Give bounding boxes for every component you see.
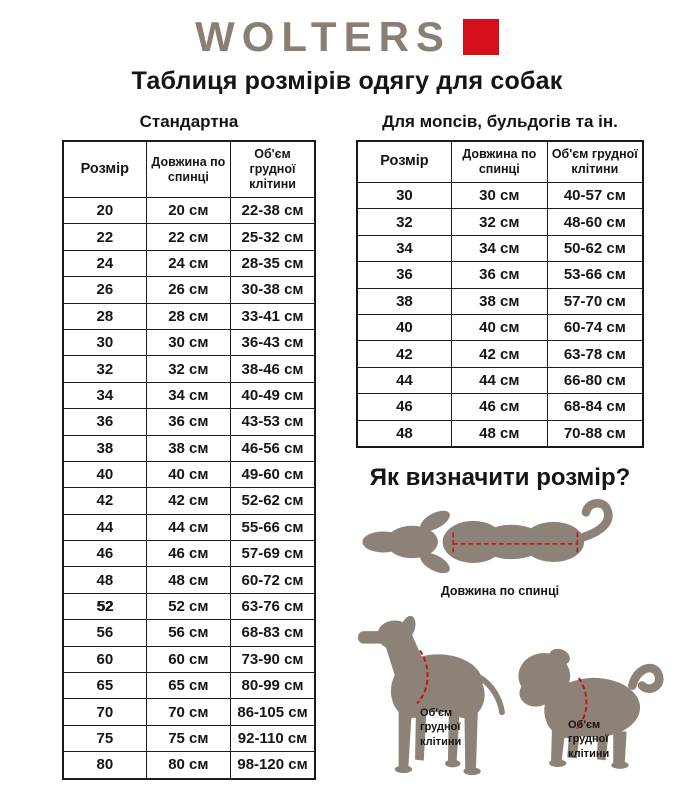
table-cell: 52-62 см <box>231 488 315 514</box>
header-size: Розмір <box>63 141 146 198</box>
table-row <box>357 288 643 314</box>
table-cell: 52 <box>63 593 146 619</box>
table-cell: 65 <box>63 673 146 699</box>
table-cell: 48 см <box>451 420 547 447</box>
table-cell: 68-84 см <box>547 394 643 420</box>
table-cell: 22-38 см <box>231 198 315 224</box>
table-cell: 22 <box>63 224 146 250</box>
table-row <box>357 183 643 209</box>
table-cell: 44 см <box>451 367 547 393</box>
table-cell: 46 <box>63 541 146 567</box>
table-cell: 46-56 см <box>231 435 315 461</box>
table-row <box>63 224 315 250</box>
header-chest: Об'єм грудної клітини <box>231 141 315 198</box>
table-cell: 34 см <box>146 382 230 408</box>
table-row <box>357 367 643 393</box>
table-cell: 70-88 см <box>547 420 643 447</box>
table-cell: 48 <box>63 567 146 593</box>
table-row <box>357 262 643 288</box>
table-cell: 42 см <box>451 341 547 367</box>
table-cell: 56 <box>63 620 146 646</box>
table-row <box>357 420 643 447</box>
table-row <box>63 752 315 779</box>
table-cell: 42 <box>357 341 451 367</box>
table-cell: 63-76 см <box>231 593 315 619</box>
table-cell: 30 <box>63 329 146 355</box>
table-row <box>63 250 315 276</box>
table-cell: 24 <box>63 250 146 276</box>
bulldog-side-view-illustration <box>506 626 664 777</box>
table-cell: 32 см <box>451 209 547 235</box>
pugs-table-title: Для мопсів, бульдогів та ін. <box>382 112 618 131</box>
table-cell: 28-35 см <box>231 250 315 276</box>
table-cell: 36 <box>63 409 146 435</box>
dog-top-view-drawing <box>356 498 644 584</box>
table-cell: 20 см <box>146 198 230 224</box>
table-cell: 43-53 см <box>231 409 315 435</box>
table-cell: 57-69 см <box>231 541 315 567</box>
table-cell: 38 <box>357 288 451 314</box>
table-row <box>63 488 315 514</box>
table-cell: 26 <box>63 277 146 303</box>
table-row <box>357 209 643 235</box>
table-cell: 40-49 см <box>231 382 315 408</box>
dog-side-view-drawing <box>356 606 506 778</box>
table-cell: 36-43 см <box>231 329 315 355</box>
brand-logo-text: WOLTERS <box>195 13 451 60</box>
table-cell: 60-72 см <box>231 567 315 593</box>
table-cell: 44 см <box>146 514 230 540</box>
table-cell: 44 <box>357 367 451 393</box>
table-cell: 50-62 см <box>547 235 643 261</box>
table-cell: 33-41 см <box>231 303 315 329</box>
table-cell: 42 <box>63 488 146 514</box>
table-cell: 75 <box>63 725 146 751</box>
table-cell: 98-120 см <box>231 752 315 779</box>
table-cell: 60 <box>63 646 146 672</box>
table-row <box>63 435 315 461</box>
table-row <box>63 620 315 646</box>
table-cell: 22 см <box>146 224 230 250</box>
table-cell: 55-66 см <box>231 514 315 540</box>
table-cell: 70 см <box>146 699 230 725</box>
table-cell: 80-99 см <box>231 673 315 699</box>
brand-logo <box>0 13 694 60</box>
table-cell: 30 см <box>451 183 547 209</box>
table-cell: 66-80 см <box>547 367 643 393</box>
table-cell: 57-70 см <box>547 288 643 314</box>
table-cell: 25-32 см <box>231 224 315 250</box>
table-cell: 48 <box>357 420 451 447</box>
table-row <box>63 673 315 699</box>
dogs-side-view-row <box>356 606 644 783</box>
table-cell: 38-46 см <box>231 356 315 382</box>
bulldog-curled-tail <box>632 668 659 689</box>
table-cell: 68-83 см <box>231 620 315 646</box>
table-cell: 92-110 см <box>231 725 315 751</box>
table-cell: 24 см <box>146 250 230 276</box>
table-row <box>357 314 643 340</box>
table-cell: 36 см <box>451 262 547 288</box>
table-row <box>63 329 315 355</box>
table-cell: 53-66 см <box>547 262 643 288</box>
table-cell: 48 см <box>146 567 230 593</box>
table-row <box>63 699 315 725</box>
table-cell: 46 см <box>146 541 230 567</box>
table-row <box>63 514 315 540</box>
standard-table-section <box>62 112 316 783</box>
table-row <box>63 461 315 487</box>
table-cell: 26 см <box>146 277 230 303</box>
table-row <box>63 277 315 303</box>
dog-top-view-illustration <box>356 498 644 598</box>
page-title: Таблиця розмірів одягу для собак <box>131 67 563 95</box>
table-cell: 52 см <box>146 593 230 619</box>
table-cell: 60-74 см <box>547 314 643 340</box>
table-cell: 28 <box>63 303 146 329</box>
dog-tail <box>580 503 608 538</box>
page-header <box>0 0 694 96</box>
table-row <box>357 341 643 367</box>
table-cell: 86-105 см <box>231 699 315 725</box>
brand-logo-square-icon <box>463 19 499 55</box>
table-cell: 20 <box>63 198 146 224</box>
table-cell: 32 <box>63 356 146 382</box>
table-cell: 30 <box>357 183 451 209</box>
table-cell: 42 см <box>146 488 230 514</box>
header-back-length: Довжина по спинці <box>451 141 547 183</box>
table-cell: 65 см <box>146 673 230 699</box>
pugs-and-guide-section <box>356 112 644 783</box>
table-cell: 56 см <box>146 620 230 646</box>
table-cell: 46 см <box>451 394 547 420</box>
standard-table-title: Стандартна <box>139 112 239 131</box>
back-length-label: Довжина по спинці <box>440 583 560 598</box>
standard-size-table <box>62 140 316 780</box>
table-cell: 30-38 см <box>231 277 315 303</box>
table-cell: 63-78 см <box>547 341 643 367</box>
table-cell: 46 <box>357 394 451 420</box>
table-cell: 38 см <box>451 288 547 314</box>
table-cell: 40 <box>357 314 451 340</box>
table-cell: 34 <box>63 382 146 408</box>
table-row <box>63 593 315 619</box>
chest-volume-label: Об'єм грудної клітини <box>420 706 462 748</box>
header-back-length: Довжина по спинці <box>146 141 230 198</box>
guide-title: Як визначити розмір? <box>369 463 631 491</box>
table-row <box>63 541 315 567</box>
table-cell: 38 <box>63 435 146 461</box>
table-cell: 73-90 см <box>231 646 315 672</box>
table-cell: 38 см <box>146 435 230 461</box>
pugs-size-table <box>356 140 644 448</box>
table-row <box>357 394 643 420</box>
table-cell: 80 см <box>146 752 230 779</box>
header-size: Розмір <box>357 141 451 183</box>
table-cell: 34 см <box>451 235 547 261</box>
dog-side-view-illustration <box>356 606 506 783</box>
table-cell: 48-60 см <box>547 209 643 235</box>
table-cell: 32 <box>357 209 451 235</box>
table-cell: 40 <box>63 461 146 487</box>
table-row <box>63 646 315 672</box>
table-cell: 70 <box>63 699 146 725</box>
table-cell: 34 <box>357 235 451 261</box>
table-row <box>63 356 315 382</box>
table-row <box>63 725 315 751</box>
content-columns <box>0 112 694 783</box>
table-cell: 75 см <box>146 725 230 751</box>
table-cell: 28 см <box>146 303 230 329</box>
table-row <box>63 198 315 224</box>
table-cell: 60 см <box>146 646 230 672</box>
table-cell: 40 см <box>146 461 230 487</box>
table-row <box>63 567 315 593</box>
table-cell: 32 см <box>146 356 230 382</box>
table-cell: 30 см <box>146 329 230 355</box>
table-row <box>357 235 643 261</box>
table-cell: 80 <box>63 752 146 779</box>
table-cell: 44 <box>63 514 146 540</box>
table-header-row <box>357 141 643 183</box>
header-chest: Об'єм грудної клітини <box>547 141 643 183</box>
table-header-row <box>63 141 315 198</box>
table-row <box>63 382 315 408</box>
table-row <box>63 303 315 329</box>
chest-volume-label: Об'єм грудної клітини <box>568 718 610 760</box>
table-cell: 40-57 см <box>547 183 643 209</box>
table-cell: 36 см <box>146 409 230 435</box>
table-cell: 40 см <box>451 314 547 340</box>
table-row <box>63 409 315 435</box>
table-cell: 49-60 см <box>231 461 315 487</box>
table-cell: 36 <box>357 262 451 288</box>
